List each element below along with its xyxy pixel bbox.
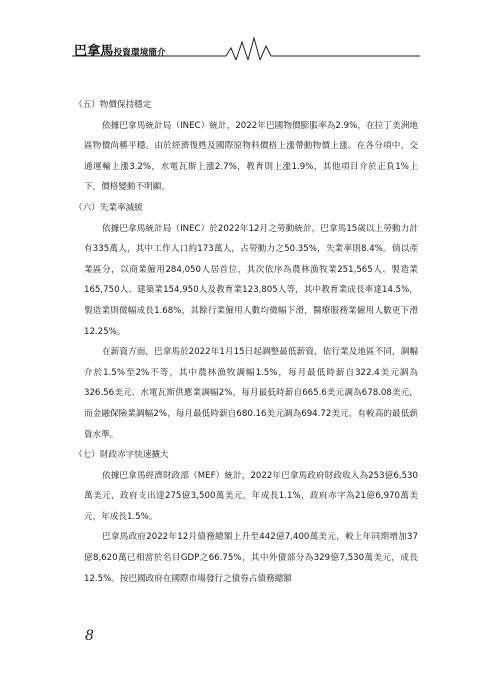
header-title-main: 巴拿馬	[74, 44, 114, 59]
paragraph-wage: 在薪資方面，巴拿馬於2022年1月15日起調整最低薪資，依行業及地區不同，調幅介於1.5%至2%不等，其中農林漁牧調幅1.5%，每月最低時薪自322.4美元調為326.56美元、水電瓦斯供應業調幅2%，每月最低時薪自665.6美元調為678.08美元，而金融保險業調幅2%，每月最低時薪自680.16美元調為694.72美元，有較高的最低薪資水準。	[84, 347, 418, 440]
paragraph-labor: 依據巴拿馬統計局（INEC）於2022年12月之勞動統計，巴拿馬15歲以上勞動力計有335萬人，其中工作人口約173萬人，占勞動力之50.35%，失業率則8.4%。倘以產業區分，以商業僱用284,050人居首位，其次依序為農林漁牧業251,565人、製造業165,750人、建築業154,950人及教育業123,805人等，其中教育業成長率達14.5%，製造業則微幅成長1.68%，其餘行業僱用人數均微幅下滑，醫療服務業僱用人數更下滑12.25%。	[84, 223, 418, 337]
page-number: 8	[85, 628, 94, 644]
section-heading-unemployment: （六）失業率減緩	[74, 202, 143, 213]
header-heartbeat-line	[0, 0, 480, 60]
paragraph-price: 依據巴拿馬統計局（INEC）統計，2022年巴國物價膨脹率為2.9%，在拉丁美洲地區物價尚稱平穩。由於經濟復甦及國際原物料價格上漲帶動物價上漲。在各分項中，交通運輸上漲3.2%，水電瓦斯上漲2.7%，教育則上漲1.9%，其他項目介於正負1%上下，價格變動不明顯。	[84, 120, 418, 193]
section-heading-price: （五）物價保持穩定	[74, 100, 152, 110]
document-body	[74, 95, 418, 589]
header-title-sub: 投資環境簡介	[113, 48, 166, 58]
section-heading-fiscal: （七）財政赤字快速擴大	[74, 450, 169, 461]
paragraph-debt: 巴拿馬政府2022年12月債務總額上升至442億7,400萬美元，較上年同期增加37億8,620萬已相當於名目GDP之66.75%，其中外債部分為329億7,530萬美元，成長12.5%。按巴國政府在國際市場發行之債券占債務總額	[84, 532, 418, 584]
header-title	[74, 40, 166, 59]
page-header	[0, 0, 480, 60]
paragraph-fiscal: 依據巴拿馬經濟財政部（MEF）統計，2022年巴拿馬政府財政收入為253億6,530萬美元，政府支出達275億3,500萬美元，年成長1.1%，政府赤字為21億6,970萬美元，年成長1.5%。	[84, 470, 418, 522]
